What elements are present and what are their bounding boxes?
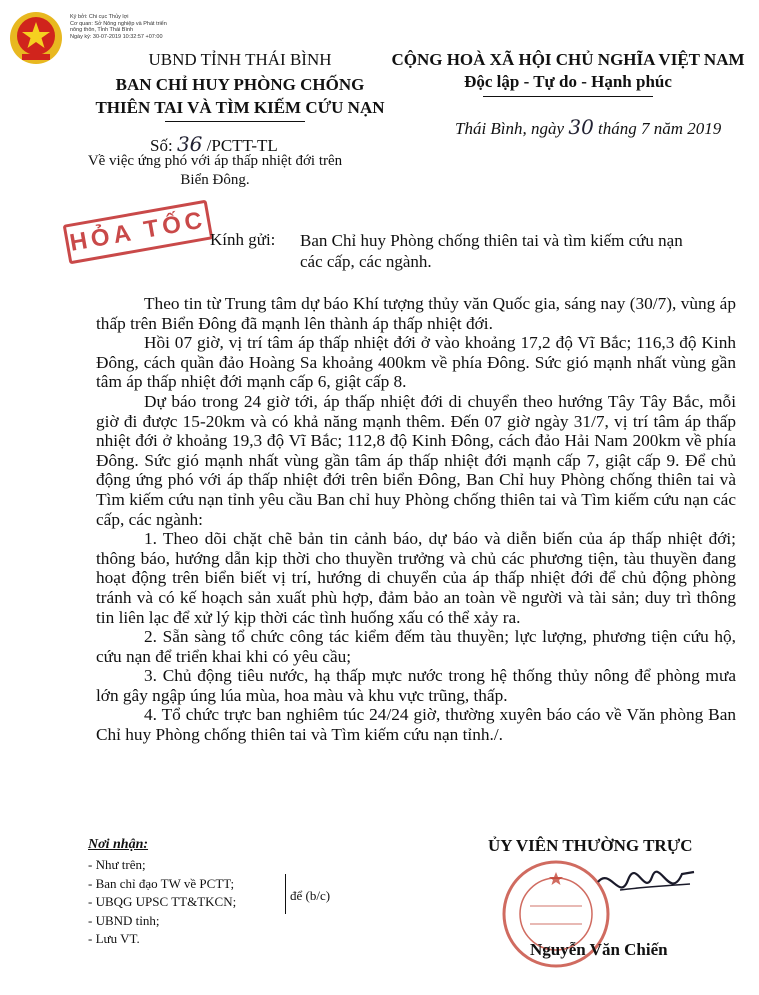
signer-title: ỦY VIÊN THƯỜNG TRỰC <box>488 836 693 855</box>
digital-signature-info <box>70 14 180 40</box>
document-body <box>96 294 736 745</box>
issuer-name <box>70 73 410 119</box>
recipients-note: để (b/c) <box>290 888 331 903</box>
body-paragraph: 2. Sẵn sàng tổ chức công tác kiểm đếm tàu thuyền; lực lượng, phương tiện cứu hộ, cứu nạn để triển khai khi có yêu cầu; <box>96 627 736 666</box>
date-prefix: Thái Bình, ngày <box>455 119 565 138</box>
date-day-handwritten: 30 <box>568 115 594 139</box>
number-prefix: Số: <box>150 136 173 155</box>
recipients-item: - Ban chỉ đạo TW về PCTT; <box>88 875 235 891</box>
digsig-line: Cơ quan: Sở Nông nghiệp và Phát triển nông thôn, Tỉnh Thái Bình <box>70 20 167 34</box>
body-paragraph: 4. Tổ chức trực ban nghiêm túc 24/24 giờ, thường xuyên báo cáo về Văn phòng Ban Chỉ huy Phòng chống thiên tai và Tìm kiếm cứu nạn tỉnh./. <box>96 705 736 745</box>
recipient <box>300 230 683 272</box>
body-paragraph: 1. Theo dõi chặt chẽ bản tin cảnh báo, dự báo và diễn biến của áp thấp nhiệt đới; thông báo, hướng dẫn kịp thời cho thuyền trưởng và chủ các phương tiện, tàu thuyền đang hoạt động trên biển biết vị trí, hướng di chuyển của áp thấp nhiệt đới để chủ động phòng tránh và có kế hoạch sản xuất phù hợp, đảm bảo an toàn về người và tài sản; duy trì thông tin liên lạc để xử lý kịp thời các tình huống xấu có thể xảy ra. <box>96 529 736 627</box>
recipients-list <box>88 856 236 949</box>
recipients-item: - UBND tỉnh; <box>88 912 160 928</box>
recipient-label: Kính gửi: <box>210 230 276 249</box>
recipients-item: - UBQG UPSC TT&TKCN; <box>88 894 237 909</box>
recipients-item: - Như trên; <box>88 857 146 872</box>
subject-line2: Biển Đông. <box>180 172 250 188</box>
document-subject <box>65 152 365 190</box>
recipients-title: Nơi nhận: <box>88 837 149 852</box>
recipients-bracket <box>285 874 286 914</box>
date-line <box>455 115 721 139</box>
subject-line1: Về việc ứng phó với áp thấp nhiệt đới trên <box>87 153 343 169</box>
date-rest: tháng 7 năm 2019 <box>598 119 722 138</box>
body-paragraph: Hồi 07 giờ, vị trí tâm áp thấp nhiệt đới ở vào khoảng 17,2 độ Vĩ Bắc; 116,3 độ Kinh Đông, cách quần đảo Hoàng Sa khoảng 400km về phía Đông. Sức gió mạnh nhất vùng gần tâm áp thấp nhiệt đới mạnh cấp 6, giật cấp 8. <box>96 333 736 392</box>
number-suffix: /PCTT-TL <box>206 136 278 155</box>
recipient-line1: Ban Chỉ huy Phòng chống thiên tai và tìm kiếm cứu nạn <box>300 231 683 250</box>
digsig-line: Ký bởi: Chi cục Thủy lợi <box>70 14 129 20</box>
handwritten-signature-icon <box>590 862 700 912</box>
urgent-stamp: HỎA TỐC <box>63 200 214 265</box>
issuer-parent: UBND TỈNH THÁI BÌNH <box>148 50 332 69</box>
motto-underline <box>483 96 653 97</box>
number-value-handwritten: 36 <box>176 132 203 156</box>
recipients-item: - Lưu VT. <box>88 931 140 946</box>
issuer-line2: THIÊN TAI VÀ TÌM KIẾM CỨU NẠN <box>95 98 385 117</box>
signer-name: Nguyễn Văn Chiến <box>530 940 668 959</box>
national-motto: Độc lập - Tự do - Hạnh phúc <box>464 72 672 91</box>
recipient-line2: các cấp, các ngành. <box>300 252 432 271</box>
digsig-line: Ngày ký: 30-07-2019 10:32:57 +07:00 <box>70 33 163 40</box>
issuer-line1: BAN CHỈ HUY PHÒNG CHỐNG <box>115 75 365 94</box>
body-paragraph: Dự báo trong 24 giờ tới, áp thấp nhiệt đới di chuyển theo hướng Tây Tây Bắc, mỗi giờ đi được 15-20km và có khả năng mạnh thêm. Đến 07 giờ ngày 31/7, vị trí tâm áp thấp nhiệt đới ở khoảng 19,3 độ Vĩ Bắc; 112,8 độ Kinh Đông, cách đảo Hải Nam 200km về phía Đông. Sức gió mạnh nhất vùng gần tâm áp thấp nhiệt đới mạnh cấp 7, giật cấp 9. Để chủ động ứng phó với áp thấp nhiệt đới trên biển Đông, Ban Chỉ huy Phòng chống thiên tai và Tìm kiếm cứu nạn tỉnh yêu cầu Ban chỉ huy Phòng chống thiên tai và Tìm kiếm cứu nạn các cấp, các ngành: <box>96 391 736 529</box>
body-paragraph: 3. Chủ động tiêu nước, hạ thấp mực nước trong hệ thống thủy nông để phòng mưa lớn gây ngập úng lúa mùa, hoa màu và khu vực trũng, thấp. <box>96 666 736 705</box>
national-emblem-icon <box>8 10 64 66</box>
body-paragraph: Theo tin từ Trung tâm dự báo Khí tượng thủy văn Quốc gia, sáng nay (30/7), vùng áp thấp trên Biển Đông đã mạnh lên thành áp thấp nhiệt đới. <box>96 294 736 333</box>
issuer-underline <box>165 121 305 122</box>
national-title: CỘNG HOÀ XÃ HỘI CHỦ NGHĨA VIỆT NAM <box>391 50 745 69</box>
